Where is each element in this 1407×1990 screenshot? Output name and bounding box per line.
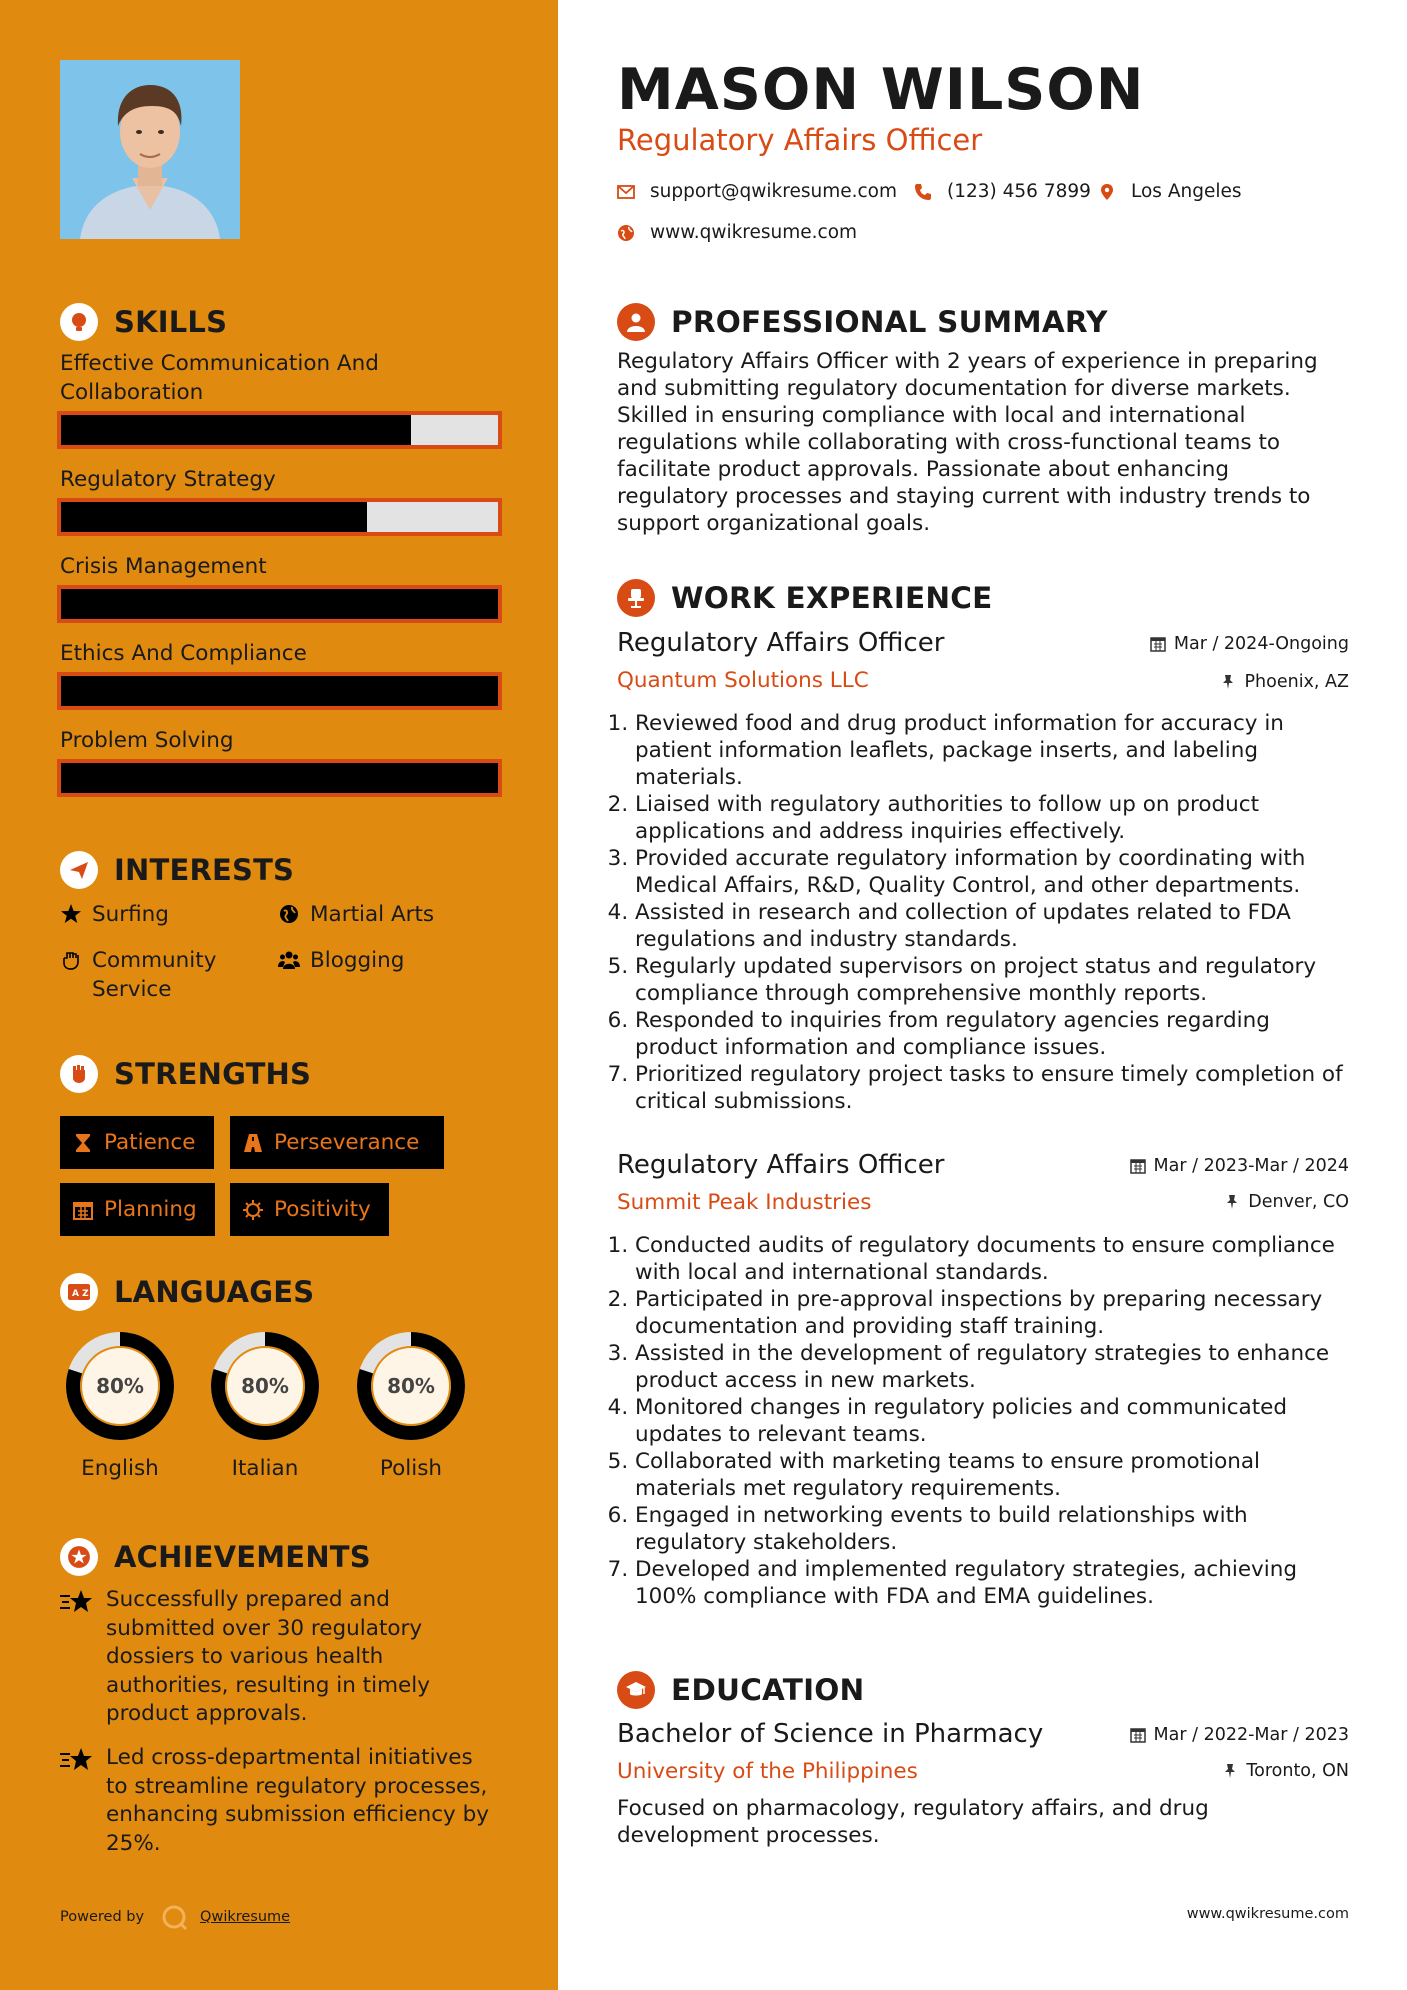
contact-phone[interactable]: [914, 181, 1091, 202]
powered-prefix: Powered by: [60, 1909, 145, 1925]
skills-title: SKILLS: [114, 305, 228, 339]
language-percent: 80%: [241, 1374, 289, 1398]
duty-item: 7. Developed and implemented regulatory strategies, achieving 100% compliance with FDA and EMA guidelines.: [635, 1556, 1349, 1610]
language-name: English: [81, 1456, 159, 1481]
achievement-item: [60, 1586, 500, 1729]
job-title: Regulatory Affairs Officer: [617, 628, 945, 658]
summary-section: [617, 302, 1347, 537]
map-pin-icon: [1098, 183, 1116, 201]
education-date: [1130, 1725, 1349, 1745]
skill-bar-fill: [61, 415, 411, 445]
school-name: University of the Philippines: [617, 1759, 918, 1784]
achievement-text: Successfully prepared and submitted over 30 regulatory dossiers to various health authorities, resulting in timely product approvals.: [106, 1587, 430, 1726]
footer-url[interactable]: www.qwikresume.com: [1186, 1906, 1349, 1922]
education-description: Focused on pharmacology, regulatory affairs, and drug development processes.: [617, 1796, 1209, 1848]
duty-item: 6. Responded to inquiries from regulatory agencies regarding product information and compliance issues.: [635, 1007, 1349, 1061]
powered-by: [60, 1903, 290, 1931]
job-location: [1220, 672, 1349, 692]
skill-item: [60, 639, 500, 710]
language-ring: [205, 1326, 325, 1446]
pushpin-icon: [1224, 1194, 1240, 1210]
interest-label: Martial Arts: [310, 902, 435, 927]
profile-photo: [60, 60, 240, 239]
skill-bar: [57, 411, 502, 449]
skill-bar-fill: [61, 763, 498, 793]
candidate-name: MASON WILSON: [617, 57, 1145, 123]
job-location-text: Denver, CO: [1248, 1192, 1349, 1212]
achievement-star-icon: [60, 1746, 94, 1774]
paper-plane-icon: [60, 851, 98, 889]
duty-item: 5. Regularly updated supervisors on project status and regulatory compliance through comprehensive monthly reports.: [635, 953, 1349, 1007]
skill-bar: [57, 672, 502, 710]
strength-label: Perseverance: [274, 1130, 420, 1155]
job-date-text: Mar / 2023-Mar / 2024: [1153, 1156, 1349, 1176]
globe-icon: [278, 903, 300, 925]
envelope-icon: [617, 183, 635, 201]
interests-title: INTERESTS: [114, 853, 295, 887]
interest-item: [278, 900, 434, 929]
achievement-star-icon: [60, 1588, 94, 1616]
duty-item: 4. Monitored changes in regulatory policies and communicated updates to relevant teams.: [635, 1394, 1349, 1448]
duty-item: 4. Assisted in research and collection of updates related to FDA regulations and industry standards.: [635, 899, 1349, 953]
duty-item: 3. Provided accurate regulatory information by coordinating with Medical Affairs, R&D, Quality Control, and other departments.: [635, 845, 1349, 899]
interest-label: Surfing: [92, 902, 169, 927]
language-percent: 80%: [96, 1374, 144, 1398]
language-name: Polish: [379, 1456, 443, 1481]
job-entry: [617, 626, 1349, 1115]
skills-section: [60, 302, 227, 342]
duty-item: 5. Collaborated with marketing teams to ensure promotional materials met regulatory requirements.: [635, 1448, 1349, 1502]
skill-bar-fill: [61, 589, 498, 619]
skill-item: [60, 726, 500, 797]
education-location: [1222, 1761, 1349, 1781]
hourglass-icon: [72, 1132, 94, 1154]
language-item: [60, 1326, 180, 1481]
education-entry: [617, 1717, 1349, 1849]
pushpin-icon: [1220, 674, 1236, 690]
contact-email[interactable]: [617, 181, 897, 202]
language-ring: [60, 1326, 180, 1446]
skill-item: [60, 552, 500, 623]
language-percent: 80%: [387, 1374, 435, 1398]
graduation-icon: [617, 1671, 655, 1709]
job-company: Quantum Solutions LLC: [617, 668, 869, 693]
education-date-text: Mar / 2022-Mar / 2023: [1153, 1725, 1349, 1745]
language-item: [205, 1326, 325, 1481]
job-location: [1224, 1192, 1349, 1212]
svg-text:A Z: A Z: [72, 1289, 89, 1299]
summary-text: Regulatory Affairs Officer with 2 years of experience in preparing and submitting regulatory documentation for diverse markets. Skilled in ensuring compliance with local and international regulations while collaborating with cross-functional teams to facilitate product approvals. Passionate about enhancing regulatory processes and staying current with industry trends to support organizational goals.: [617, 349, 1318, 536]
interest-item: [278, 946, 404, 975]
fist-icon: [60, 1055, 98, 1093]
skill-bar: [57, 759, 502, 797]
skill-bar-fill: [61, 676, 498, 706]
translate-icon: [60, 1273, 98, 1311]
location-text: Los Angeles: [1131, 181, 1242, 202]
star-icon: [60, 903, 82, 925]
strength-tag: [230, 1183, 389, 1236]
lightbulb-icon: [60, 303, 98, 341]
job-date-text: Mar / 2024-Ongoing: [1173, 634, 1349, 654]
phone-text: (123) 456 7899: [947, 181, 1091, 202]
duty-item: 2. Participated in pre-approval inspections by preparing necessary documentation and providing staff training.: [635, 1286, 1349, 1340]
strength-label: Patience: [104, 1130, 196, 1155]
job-company: Summit Peak Industries: [617, 1190, 872, 1215]
strength-tag: [60, 1116, 214, 1169]
sun-icon: [242, 1199, 264, 1221]
phone-icon: [914, 183, 932, 201]
language-ring: [351, 1326, 471, 1446]
skill-name: Effective Communication And Collaboration: [60, 351, 379, 405]
skill-bar: [57, 585, 502, 623]
job-location-text: Phoenix, AZ: [1244, 672, 1349, 692]
achievement-text: Led cross-departmental initiatives to streamline regulatory processes, enhancing submission efficiency by 25%.: [106, 1745, 489, 1856]
hand-icon: [60, 949, 82, 971]
skill-item: [60, 349, 500, 449]
calendar-icon: [1130, 1158, 1146, 1174]
duty-item: 2. Liaised with regulatory authorities to follow up on product applications and address inquiries effectively.: [635, 791, 1349, 845]
road-icon: [242, 1132, 264, 1154]
language-item: [351, 1326, 471, 1481]
email-text: support@qwikresume.com: [650, 181, 897, 202]
qwikresume-logo-icon: [160, 1903, 188, 1931]
education-section: [617, 1670, 1347, 1710]
calendar-icon: [1150, 636, 1166, 652]
job-date: [1130, 1156, 1349, 1176]
strengths-title: STRENGTHS: [114, 1057, 312, 1091]
calendar-icon: [72, 1199, 94, 1221]
globe-icon: [617, 224, 635, 242]
degree-title: Bachelor of Science in Pharmacy: [617, 1719, 1044, 1749]
pushpin-icon: [1222, 1763, 1238, 1779]
job-date: [1150, 634, 1349, 654]
job-duties: [617, 710, 1349, 1115]
interests-section: [60, 850, 500, 1010]
language-name: Italian: [231, 1456, 299, 1481]
interest-label: Blogging: [310, 948, 405, 973]
interest-label: Community Service: [92, 948, 217, 1002]
experience-section: [617, 578, 1347, 618]
strength-label: Planning: [104, 1197, 197, 1222]
qwikresume-link[interactable]: Qwikresume: [200, 1909, 291, 1925]
achievements-section: [60, 1537, 371, 1577]
achievement-item: [60, 1744, 500, 1858]
duty-item: 6. Engaged in networking events to build relationships with regulatory stakeholders.: [635, 1502, 1349, 1556]
skill-name: Crisis Management: [60, 554, 267, 579]
calendar-icon: [1130, 1727, 1146, 1743]
skill-item: [60, 465, 500, 536]
duty-item: 3. Assisted in the development of regulatory strategies to enhance product access in new markets.: [635, 1340, 1349, 1394]
candidate-role: Regulatory Affairs Officer: [617, 123, 983, 157]
skill-name: Regulatory Strategy: [60, 467, 276, 492]
website-text: www.qwikresume.com: [650, 222, 858, 243]
skill-bar-fill: [61, 502, 367, 532]
duty-item: 7. Prioritized regulatory project tasks to ensure timely completion of critical submissions.: [635, 1061, 1349, 1115]
interest-item: [60, 946, 250, 1004]
job-entry: [617, 1148, 1349, 1610]
star-badge-icon: [60, 1538, 98, 1576]
education-title: EDUCATION: [671, 1673, 865, 1707]
interest-item: [60, 900, 169, 929]
experience-title: WORK EXPERIENCE: [671, 581, 993, 615]
users-icon: [278, 949, 300, 971]
strength-tag: [230, 1116, 444, 1169]
education-location-text: Toronto, ON: [1246, 1761, 1349, 1781]
strengths-section: [60, 1054, 500, 1256]
contact-website[interactable]: [617, 222, 857, 243]
skill-name: Ethics And Compliance: [60, 641, 307, 666]
job-title: Regulatory Affairs Officer: [617, 1150, 945, 1180]
strength-label: Positivity: [274, 1197, 371, 1222]
languages-section: [60, 1272, 500, 1496]
duty-item: 1. Reviewed food and drug product information for accuracy in patient information leaflets, package inserts, and labeling materials.: [635, 710, 1349, 791]
skill-bar: [57, 498, 502, 536]
skill-name: Problem Solving: [60, 728, 234, 753]
office-chair-icon: [617, 579, 655, 617]
user-icon: [617, 303, 655, 341]
contact-location: [1098, 181, 1242, 202]
summary-title: PROFESSIONAL SUMMARY: [671, 305, 1108, 339]
languages-title: LANGUAGES: [114, 1275, 315, 1309]
strength-tag: [60, 1183, 215, 1236]
achievements-title: ACHIEVEMENTS: [114, 1540, 371, 1574]
duty-item: 1. Conducted audits of regulatory documents to ensure compliance with local and international standards.: [635, 1232, 1349, 1286]
job-duties: [617, 1232, 1349, 1610]
